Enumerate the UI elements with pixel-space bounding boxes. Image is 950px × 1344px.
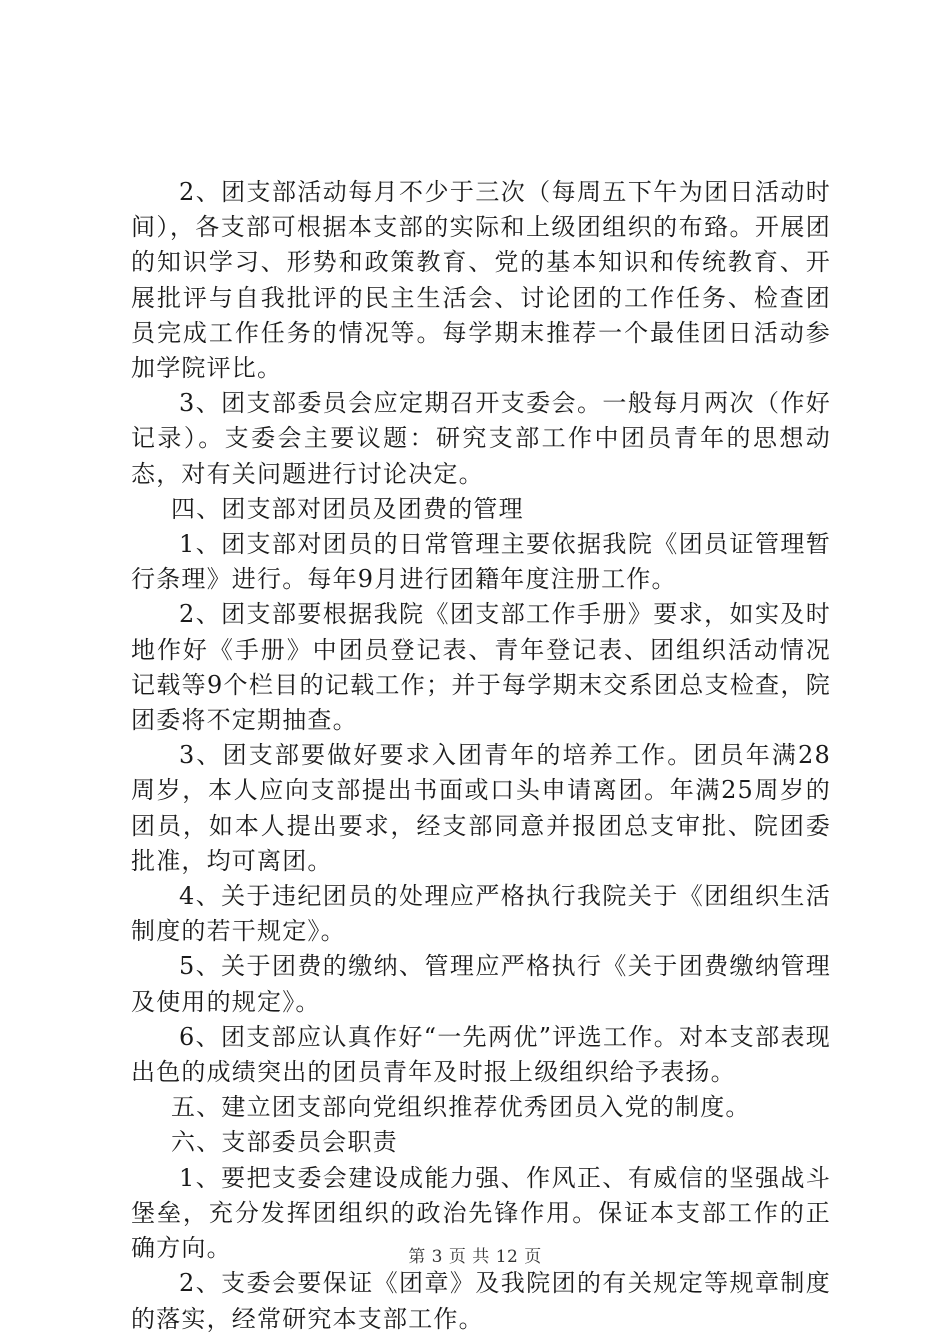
section-heading-committee-duties: 六、支部委员会职责 xyxy=(171,1128,398,1157)
section-heading-party-recommendation: 五、建立团支部向党组织推荐优秀团员入党的制度。 xyxy=(171,1093,751,1122)
paragraph-work-manual: 2、团支部要根据我院《团支部工作手册》要求，如实及时地作好《手册》中团员登记表、青年登记表、团组织活动情况记载等9个栏目的记载工作；并于每学期末交系团总支检查，院团委将不定期抽查。 xyxy=(131,600,831,735)
paragraph-activity-frequency: 2、团支部活动每月不少于三次（每周五下午为团日活动时间），各支部可根据本支部的实际和上级团组织的布臵。开展团的知识学习、形势和政策教育、党的基本知识和传统教育、开展批评与自我批评的民主生活会、讨论团的工作任务、检查团员完成工作任务的情况等。每学期末推荐一个最佳团日活动参加学院评比。 xyxy=(131,178,831,383)
paragraph-committee-meetings: 3、团支部委员会应定期召开支委会。一般每月两次（作好记录）。支委会主要议题：研究支部工作中团员青年的思想动态，对有关问题进行讨论决定。 xyxy=(131,389,831,488)
section-heading-member-management: 四、团支部对团员及团费的管理 xyxy=(171,494,524,523)
paragraph-committee-duty-1: 1、要把支委会建设成能力强、作风正、有威信的坚强战斗堡垒，充分发挥团组织的政治先锋作用。保证本支部工作的正确方向。 xyxy=(131,1163,831,1263)
document-body xyxy=(131,175,831,1337)
page-number-footer: 第 3 页 共 12 页 xyxy=(408,1247,542,1267)
paragraph-committee-duty-2: 2、支委会要保证《团章》及我院团的有关规定等规章制度的落实，经常研究本支部工作。 xyxy=(131,1269,831,1333)
paragraph-discipline: 4、关于违纪团员的处理应严格执行我院关于《团组织生活制度的若干规定》。 xyxy=(131,882,831,946)
paragraph-evaluation: 6、团支部应认真作好“一先两优”评选工作。对本支部表现出色的成绩突出的团员青年及时报上级组织给予表扬。 xyxy=(131,1022,831,1087)
paragraph-youth-training: 3、团支部要做好要求入团青年的培养工作。团员年满28周岁，本人应向支部提出书面或口头申请离团。年满25周岁的团员，如本人提出要求，经支部同意并报团总支审批、院团委批准，均可离团。 xyxy=(131,741,831,875)
paragraph-dues: 5、关于团费的缴纳、管理应严格执行《关于团费缴纳管理及使用的规定》。 xyxy=(131,952,831,1016)
paragraph-member-daily-management: 1、团支部对团员的日常管理主要依据我院《团员证管理暂行条理》进行。每年9月进行团籍年度注册工作。 xyxy=(131,530,831,594)
